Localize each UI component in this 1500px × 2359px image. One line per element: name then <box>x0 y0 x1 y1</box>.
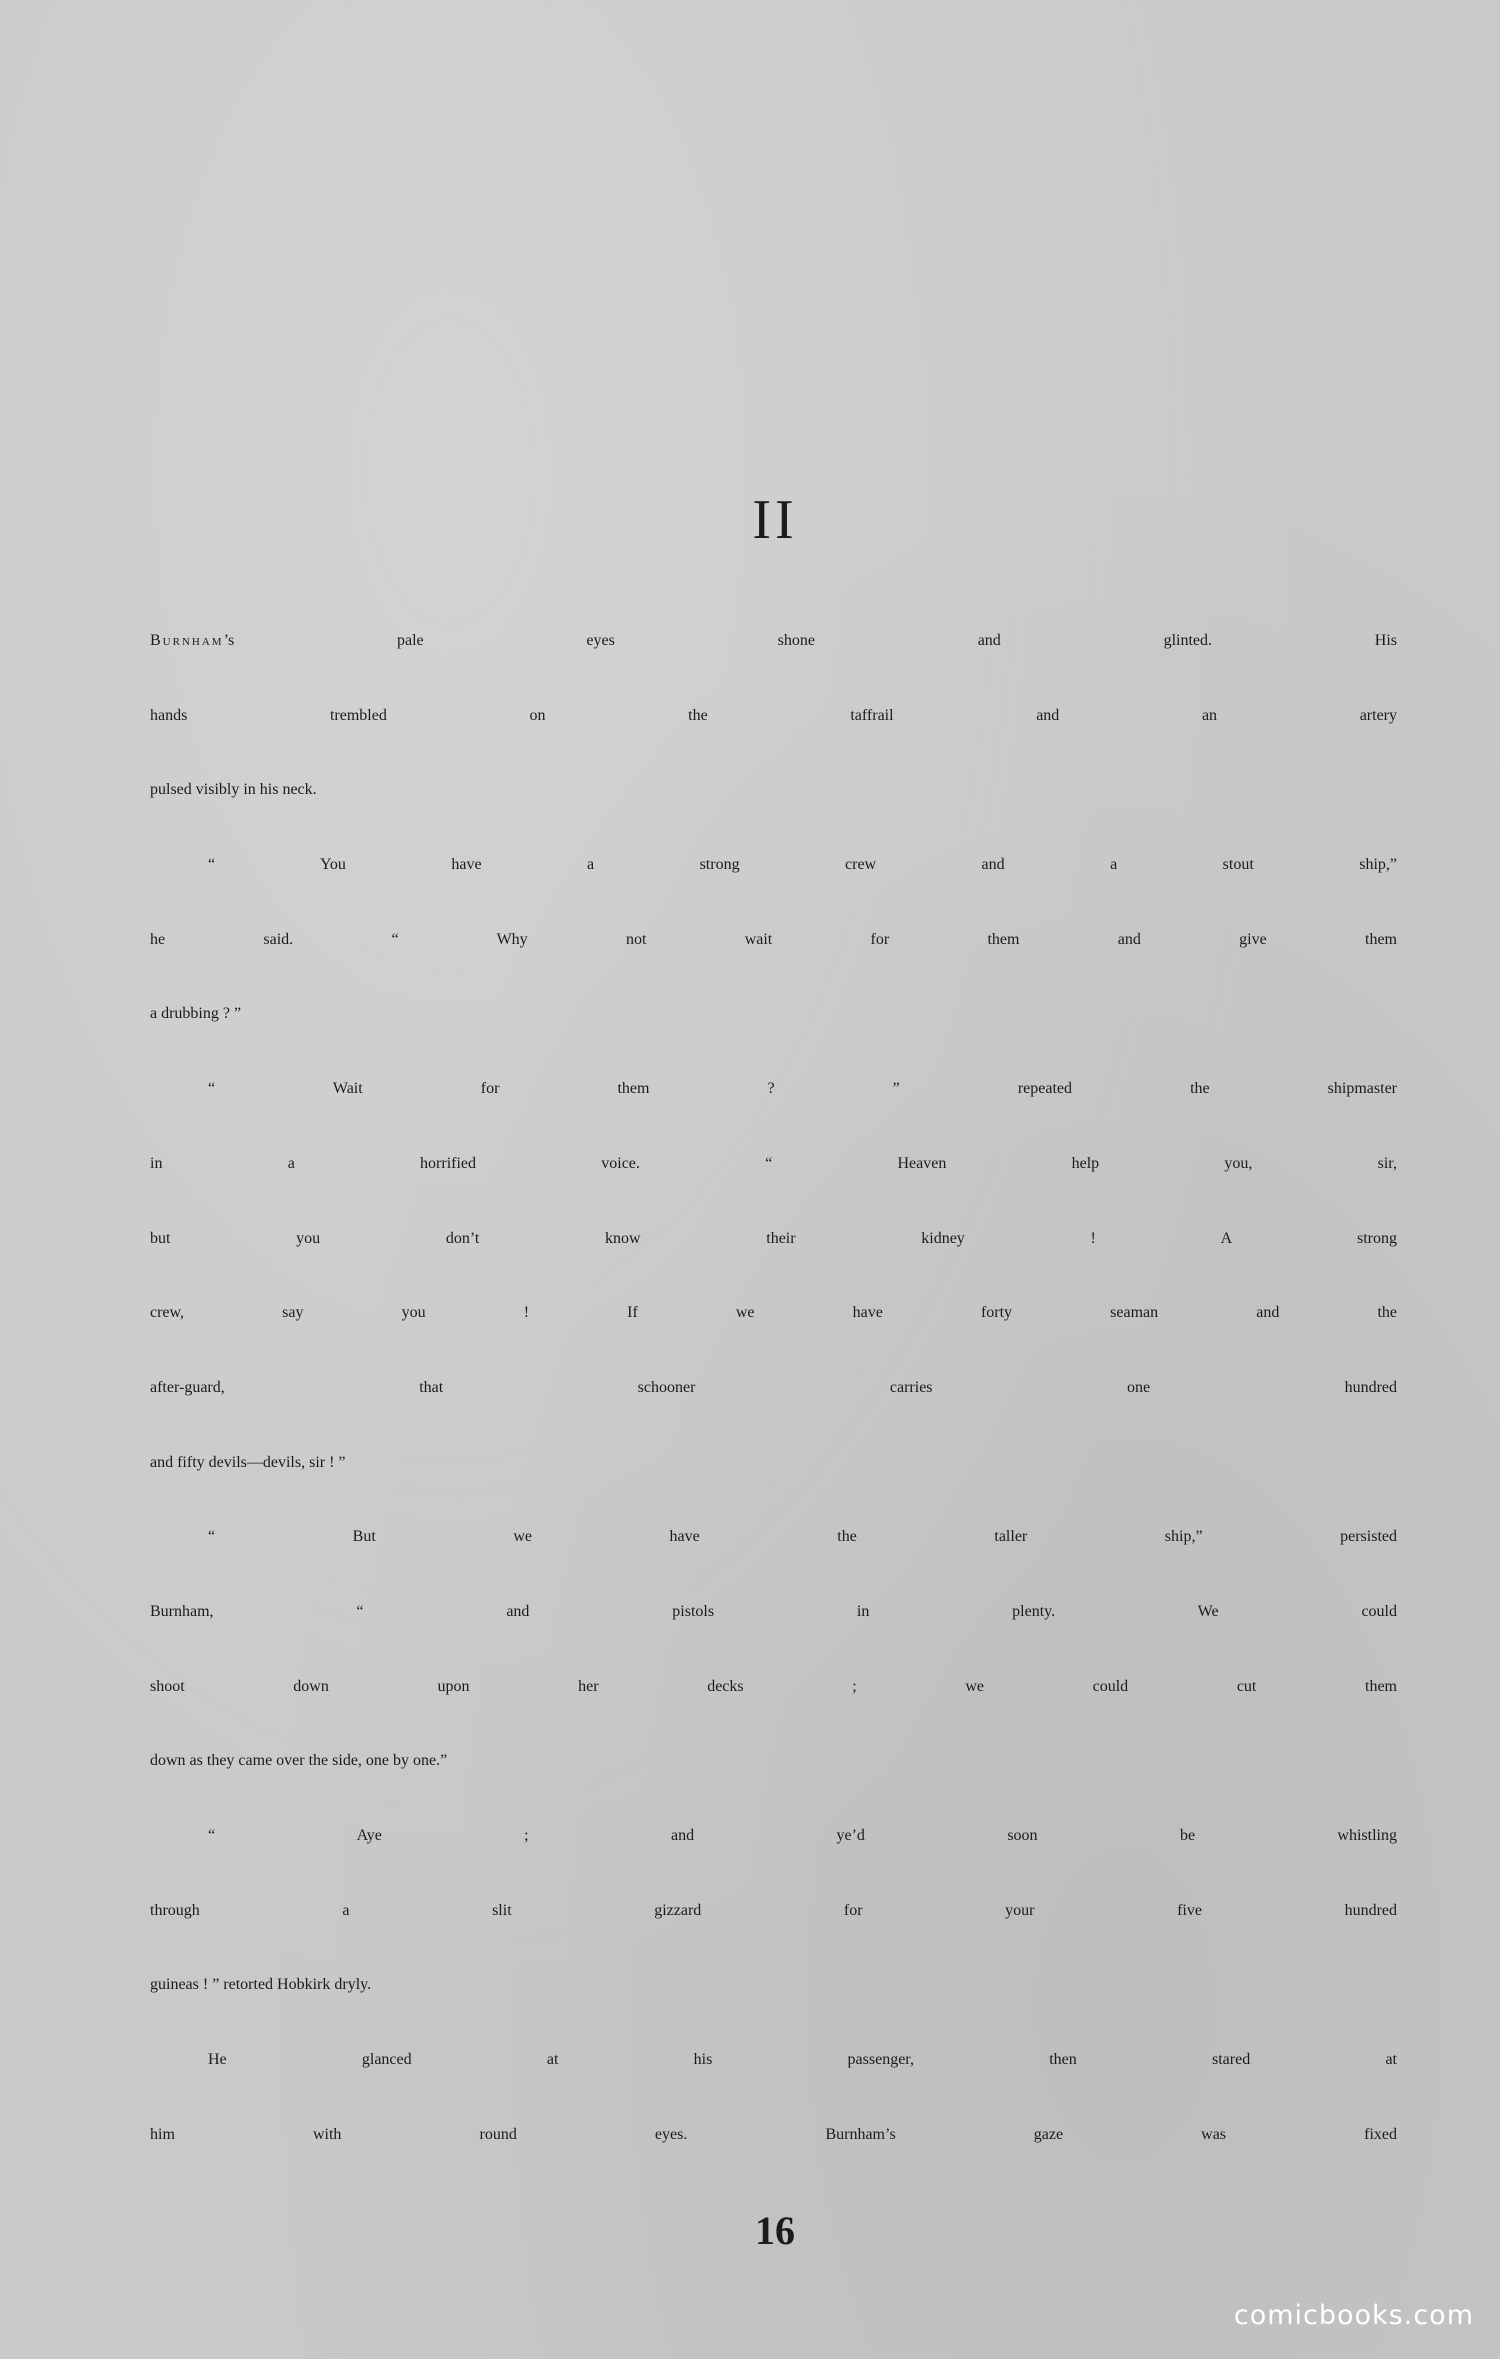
text-line: pulsed visibly in his neck. <box>150 781 317 799</box>
text-line: but you don’t know their kidney ! A strong <box>150 1229 1397 1247</box>
text-line: “ But we have the taller ship,” persisted <box>208 1528 1397 1546</box>
watermark: comicbooks.com <box>1233 2300 1474 2331</box>
text-line: He glanced at his passenger, then stared at <box>208 2051 1397 2069</box>
page-number: 16 <box>755 2208 795 2253</box>
small-caps-lead: Burnham <box>150 632 224 649</box>
text-line: “ Aye ; and ye’d soon be whistling <box>208 1827 1397 1844</box>
text-line: him with round eyes. Burnham’s gaze was fixed <box>150 2125 1397 2143</box>
text-line: guineas ! ” retorted Hobkirk dryly. <box>150 1976 372 1994</box>
chapter-number: II <box>752 489 798 551</box>
text-line: down as they came over the side, one by one.” <box>150 1752 448 1770</box>
text-line: “ You have a strong crew and a stout ship,” <box>208 856 1397 874</box>
text-line: Burnham, “ and pistols in plenty. We could <box>150 1602 1397 1620</box>
text-line <box>150 632 1397 707</box>
text-line: in a horrified voice. “ Heaven help you, sir, <box>150 1154 1397 1172</box>
text-line: crew, say you ! If we have forty seaman and the <box>150 1304 1397 1322</box>
text-line: “ Wait for them ? ” repeated the shipmaster <box>208 1080 1397 1098</box>
text-line: hands trembled on the taffrail and an artery <box>150 706 1397 724</box>
text-line: and fifty devils—devils, sir ! ” <box>150 1453 346 1471</box>
text-line: through a slit gizzard for your five hundred <box>150 1901 1397 1919</box>
text-line: a drubbing ? ” <box>150 1005 242 1023</box>
text-line-rest: ’s pale eyes shone and glinted. His <box>223 632 1397 649</box>
text-line: after-guard, that schooner carries one hundred <box>150 1378 1397 1396</box>
text-line: he said. “ Why not wait for them and give them <box>150 930 1397 948</box>
body-text <box>150 632 1397 2200</box>
text-line: shoot down upon her decks ; we could cut them <box>150 1677 1397 1695</box>
